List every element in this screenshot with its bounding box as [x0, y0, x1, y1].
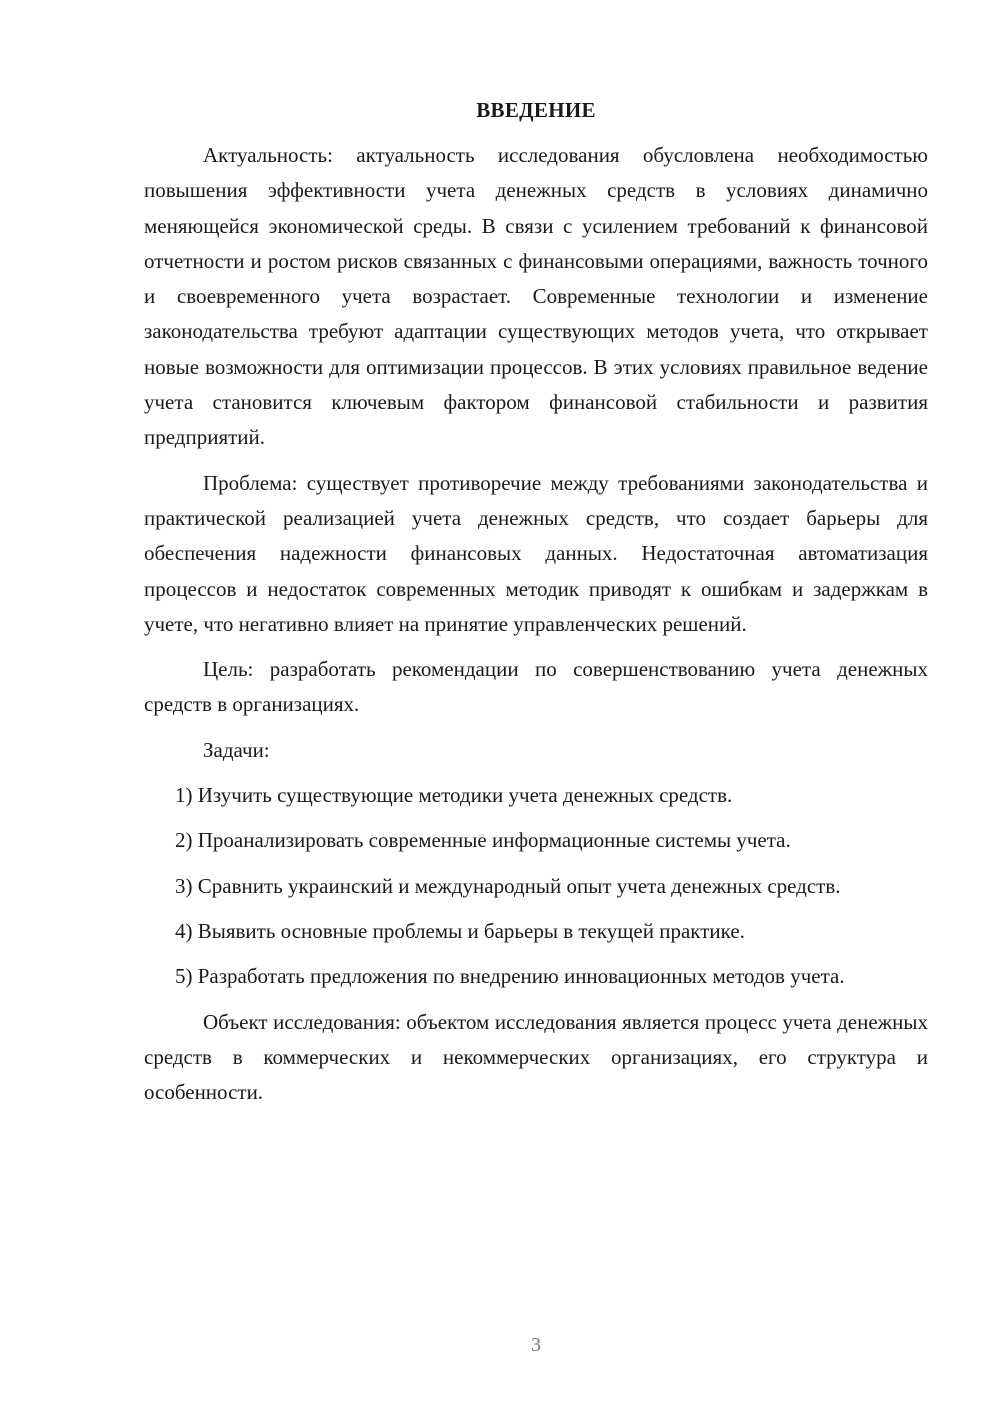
section-heading: ВВЕДЕНИЕ	[476, 98, 596, 122]
task-item: 1) Изучить существующие методики учета денежных средств.	[175, 783, 733, 808]
task-item: 4) Выявить основные проблемы и барьеры в текущей практике.	[175, 918, 745, 943]
task-item: 3) Сравнить украинский и международный опыт учета денежных средств.	[175, 873, 841, 898]
task-item: 5) Разработать предложения по внедрению инновационных методов учета.	[175, 964, 845, 989]
page-content	[144, 92, 928, 1120]
problem-paragraph: Проблема: существует противоречие между требованиями законодательства и практической реализацией учета денежных средств, что создает барьеры для обеспечения надежности финансовых данных. Недостаточная автоматизация процессов и недостаток современных методик приводят к ошибкам и задержкам в учете, что негативно влияет на принятие управленческих решений.	[144, 470, 928, 636]
object-paragraph: Объект исследования: объектом исследования является процесс учета денежных средств в коммерческих и некоммерческих организациях, его структура и особенности.	[144, 1009, 928, 1105]
tasks-label: Задачи:	[203, 737, 270, 762]
task-item: 2) Проанализировать современные информационные системы учета.	[175, 828, 791, 853]
goal-paragraph: Цель: разработать рекомендации по совершенствованию учета денежных средств в организациях.	[144, 657, 928, 717]
page-number: 3	[531, 1334, 541, 1356]
relevance-paragraph: Актуальность: актуальность исследования обусловлена необходимостью повышения эффективности учета денежных средств в условиях динамично меняющейся экономической среды. В связи с усилением требований к финансовой отчетности и ростом рисков связанных с финансовыми операциями, важность точного и своевременного учета возрастает. Современные технологии и изменение законодательства требуют адаптации существующих методов учета, что открывает новые возможности для оптимизации процессов. В этих условиях правильное ведение учета становится ключевым фактором финансовой стабильности и развития предприятий.	[144, 143, 928, 450]
